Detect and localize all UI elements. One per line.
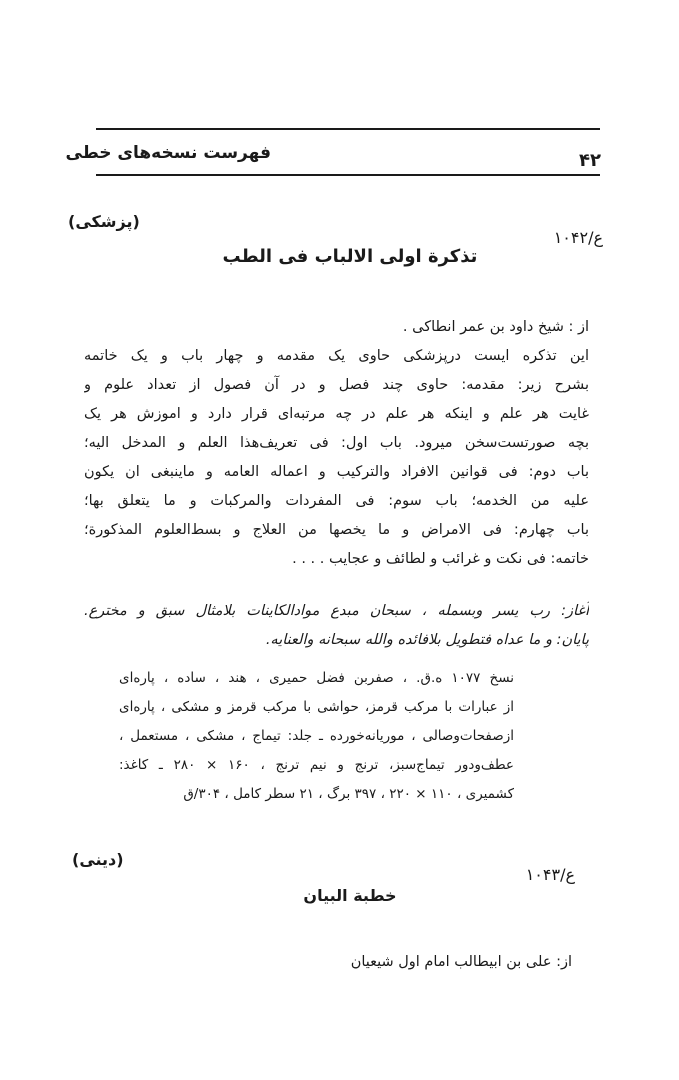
- details-line: عطف‌ودور تیماج‌سبز، ترنج و نیم ترنج ، ۱۶۰ × ۲۸۰ ـ کاغذ:: [119, 757, 514, 773]
- details-line: ازصفحات‌وصالی ، موریانه‌خورده ـ جلد: تیماج ، مشکی ، مستعمل ،: [119, 728, 514, 744]
- explicit-line: پایان: و ما عداه فتطویل بلافائده والله سبحانه والعنایه.: [265, 632, 589, 648]
- description-line: خاتمه: فی نکت و غرائب و لطائف و عجایب . . . .: [292, 551, 589, 567]
- description-line: این تذکره ایست درپزشکی حاوی یک مقدمه و چهار باب و یک خاتمه: [84, 348, 589, 364]
- details-line: از عبارات با مرکب قرمز، حواشی با مرکب قرمز و مشکی ، پاره‌ای: [119, 699, 514, 715]
- entry-category: (پزشکی): [68, 212, 140, 231]
- entry-description: [84, 313, 589, 574]
- entry-category: (دینی): [72, 850, 124, 869]
- author-line: از: علی بن ابیطالب امام اول شیعیان: [350, 954, 572, 970]
- entry-number: ع/۱۰۴۳: [525, 865, 575, 884]
- incipit-line: آغاز: رب یسر وبسمله ، سبحان مبدع موادالکاینات بلامثال سبق و مخترع.: [84, 603, 589, 619]
- details-line: کشمیری ، ۱۱۰ × ۲۲۰ ، ۳۹۷ برگ ، ۲۱ سطر کامل ، ۳۰۴/ق: [183, 786, 514, 802]
- description-line: باب دوم: فی قوانین الافراد والترکیب و اعماله العامه و ماینبغی ان یکون: [84, 464, 589, 480]
- description-line: بچه صورتست‌سخن میرود. باب اول: فی تعریف‌هذا العلم و المدخل الیه؛: [84, 435, 589, 451]
- description-line: باب چهارم: فی الامراض و ما یخصها من العلاج و بسط‌العلوم المذکورة؛: [84, 522, 589, 538]
- header-top-rule: [96, 128, 600, 130]
- entry-number: ع/۱۰۴۲: [553, 228, 603, 247]
- description-line: غایت هر علم و اینکه هر علم در چه مرتبه‌ای قرار دارد و اموزش هر یک: [84, 406, 589, 422]
- description-line: علیه من الخدمه؛ باب سوم: فی المفردات والمرکبات و ما یتعلق بها؛: [84, 493, 589, 509]
- header-bottom-rule: [96, 174, 600, 176]
- incipit-explicit: [84, 597, 589, 655]
- entry-title: خطبة البیان: [303, 886, 397, 905]
- running-title: فهرست نسخه‌های خطی: [65, 143, 271, 163]
- entry-title: تذکرة اولی الالباب فی الطب: [222, 246, 478, 267]
- author-line: از : شیخ داود بن عمر انطاکی .: [402, 319, 589, 335]
- page-number: ۴۲: [579, 150, 601, 171]
- manuscript-details: [119, 664, 514, 809]
- details-line: نسخ ۱۰۷۷ ه.ق. ، صفربن فضل حمیری ، هند ، ساده ، پاره‌ای: [119, 670, 514, 686]
- description-line: بشرح زیر: مقدمه: حاوی چند فصل و در آن فصول از تعداد علوم و: [84, 377, 589, 393]
